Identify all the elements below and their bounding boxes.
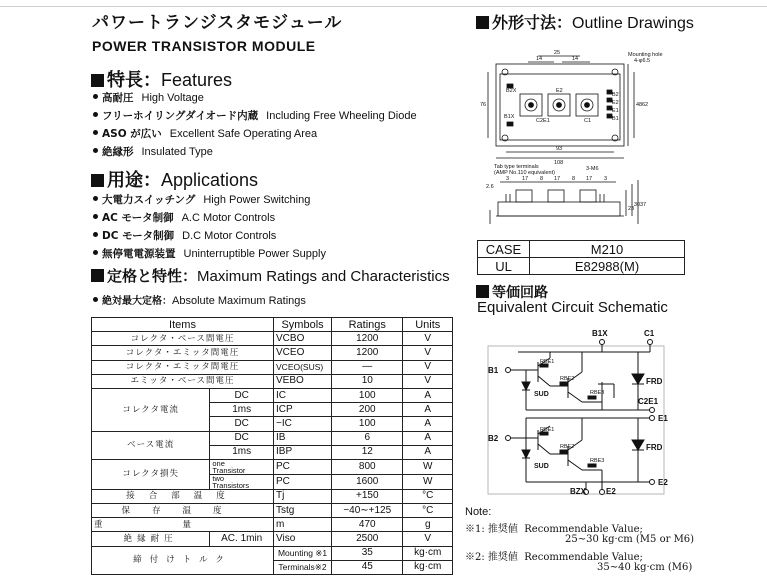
table-row: Terminals※2 45 kg·cm	[92, 560, 453, 574]
table-row: CASE M210	[478, 241, 685, 258]
case-ul-table	[477, 240, 685, 275]
bullet-icon	[93, 148, 98, 153]
pin-label: B1X	[504, 114, 515, 120]
table-row: 重量 m 470 g	[92, 518, 453, 532]
node-label: C2E1	[638, 397, 659, 406]
table-row: コレクタ損失 one Transistor PC 800 W	[92, 459, 453, 474]
dim-label: Mounting hole	[628, 52, 663, 58]
table-row: 保存温度 Tstg −40∼+125 °C	[92, 504, 453, 518]
list-item: DC モータ制御 D.C Motor Controls	[93, 227, 326, 245]
bullet-icon	[93, 214, 98, 219]
note-label: 3-M6	[586, 166, 599, 172]
dim-label: 108	[554, 160, 564, 166]
dim-label: 25	[554, 50, 561, 56]
bullet-icon	[93, 196, 98, 201]
dim-label: 62	[642, 102, 649, 108]
col-header-items: Items	[92, 318, 274, 332]
applications-heading: 用途：Applications	[91, 166, 258, 192]
title-jp: パワートランジスタモジュール	[92, 13, 343, 33]
pin-label: B1	[612, 116, 619, 122]
node-label: B1X	[592, 329, 608, 338]
dim-label: 30	[634, 202, 641, 208]
col-header-units: Units	[403, 318, 453, 332]
pin-label: B2X	[506, 88, 517, 94]
heading-square-icon	[91, 269, 104, 282]
bullet-icon	[93, 130, 98, 135]
title-en: POWER TRANSISTOR MODULE	[92, 38, 316, 54]
window-top-border	[0, 0, 767, 7]
pin-label: B2	[612, 92, 619, 98]
schematic-heading: 等価回路	[476, 282, 548, 302]
component-label: RBE1	[540, 427, 555, 433]
col-header-ratings: Ratings	[332, 318, 403, 332]
dim-label: 4-φ6.5	[634, 58, 651, 64]
pin-label: E1	[612, 108, 619, 114]
component-label: RBE3	[590, 458, 605, 464]
dim-label: 37	[640, 202, 647, 208]
table-header-row	[92, 318, 453, 332]
component-label: SUD	[534, 463, 549, 470]
schematic-heading-en: Equivalent Circuit Schematic	[477, 299, 668, 316]
note-label: (AMP No.110 equivalent)	[494, 170, 555, 176]
table-row: 1ms ICP 200 A	[92, 403, 453, 417]
component-label: FRD	[646, 377, 663, 386]
table-row: 接合部温度 Tj +150 °C	[92, 489, 453, 503]
dim-label: 2.6	[486, 184, 494, 190]
dim-label: 17	[522, 176, 529, 182]
note-1: ※1: 推奨値 Recommendable Value;	[465, 524, 643, 535]
notes-title: Note:	[465, 506, 492, 518]
table-row: コレクタ・エミッタ間電圧 VCEO(SUS) — V	[92, 360, 453, 374]
pin-label: E2	[556, 88, 563, 94]
dim-label: 14	[536, 56, 543, 62]
table-row: コレクタ・エミッタ間電圧 VCEO 1200 V	[92, 346, 453, 360]
dim-label: 23	[628, 206, 635, 212]
heading-square-icon	[91, 174, 104, 187]
table-row: UL E82988(M)	[478, 258, 685, 275]
pin-label: C1	[584, 118, 592, 124]
table-row: 締付けトルク Mounting ※1 35 kg·cm	[92, 546, 453, 560]
list-item: 無停電電源装置 Uninterruptible Power Supply	[93, 245, 326, 263]
table-row: 絶縁耐圧 AC. 1min Viso 2500 V	[92, 532, 453, 546]
outline-drawing	[476, 34, 686, 238]
bullet-icon	[93, 112, 98, 117]
dim-label: 14	[572, 56, 579, 62]
dim-label: 3	[604, 176, 608, 182]
table-row: ベース電流 DC IB 6 A	[92, 431, 453, 445]
dim-label: 93	[556, 146, 563, 152]
node-label: E1	[658, 414, 668, 423]
heading-square-icon	[476, 285, 489, 298]
node-label: B1	[488, 366, 499, 375]
list-item: 大電力スイッチング High Power Switching	[93, 191, 326, 209]
component-label: RBE2	[560, 376, 575, 382]
equivalent-circuit-diagram	[478, 322, 688, 500]
node-label: E2	[658, 478, 668, 487]
features-list	[93, 89, 417, 161]
outline-heading: 外形寸法：Outline Drawings	[476, 10, 694, 33]
pin-label: C2E1	[536, 118, 550, 124]
module-body-side	[498, 202, 620, 216]
list-item: 絶縁形 Insulated Type	[93, 143, 417, 161]
heading-square-icon	[91, 74, 104, 87]
note-1-value: 25∼30 kg·cm (M5 or M6)	[565, 534, 695, 545]
heading-square-icon	[476, 16, 489, 29]
list-item: フリーホイリングダイオード内蔵 Including Free Wheeling Diode	[93, 107, 417, 125]
list-item: ASO が広い Excellent Safe Operating Area	[93, 125, 417, 143]
dim-label: 17	[586, 176, 593, 182]
bullet-icon	[93, 232, 98, 237]
node-label: B2	[488, 434, 499, 443]
component-label: RBE2	[560, 444, 575, 450]
table-row: two Transistors PC 1600 W	[92, 474, 453, 489]
table-row: 1ms IBP 12 A	[92, 445, 453, 459]
component-label: SUD	[534, 391, 549, 398]
table-row: コレクタ電流 DC IC 100 A	[92, 388, 453, 402]
dim-label: 8	[540, 176, 544, 182]
note-2: ※2: 推奨値 Recommendable Value;	[465, 552, 643, 563]
ratings-heading: 定格と特性：Maximum Ratings and Characteristics	[91, 265, 450, 286]
ratings-subheading: 絶対最大定格：Absolute Maximum Ratings	[93, 292, 306, 307]
dim-label: 48	[636, 102, 643, 108]
table-row: エミッタ・ベース間電圧 VEBO 10 V	[92, 374, 453, 388]
bullet-icon	[93, 250, 98, 255]
dim-label: 3	[506, 176, 510, 182]
table-row: DC −IC 100 A	[92, 417, 453, 431]
list-item: 高耐圧 High Voltage	[93, 89, 417, 107]
bullet-icon	[93, 94, 98, 99]
list-item: AC モータ制御 A.C Motor Controls	[93, 209, 326, 227]
table-row: コレクタ・ベース間電圧 VCBO 1200 V	[92, 332, 453, 346]
component-label: RBE1	[540, 359, 555, 365]
note-2-value: 35∼40 kg·cm (M6)	[597, 562, 693, 573]
dim-label: 8	[572, 176, 576, 182]
node-label: C1	[644, 329, 655, 338]
component-label: RBE3	[590, 390, 605, 396]
col-header-symbols: Symbols	[274, 318, 332, 332]
applications-list	[93, 191, 326, 263]
pin-label: E2	[612, 100, 619, 106]
dim-label: 17	[554, 176, 561, 182]
ratings-table	[91, 317, 453, 575]
component-label: FRD	[646, 443, 663, 452]
dim-label: 76	[480, 102, 487, 108]
node-label: E2	[606, 487, 616, 496]
note-label: Tab type terminals	[494, 164, 539, 170]
features-heading: 特長：Features	[91, 66, 232, 92]
bullet-icon	[93, 297, 98, 302]
node-label: BZX	[570, 487, 586, 496]
